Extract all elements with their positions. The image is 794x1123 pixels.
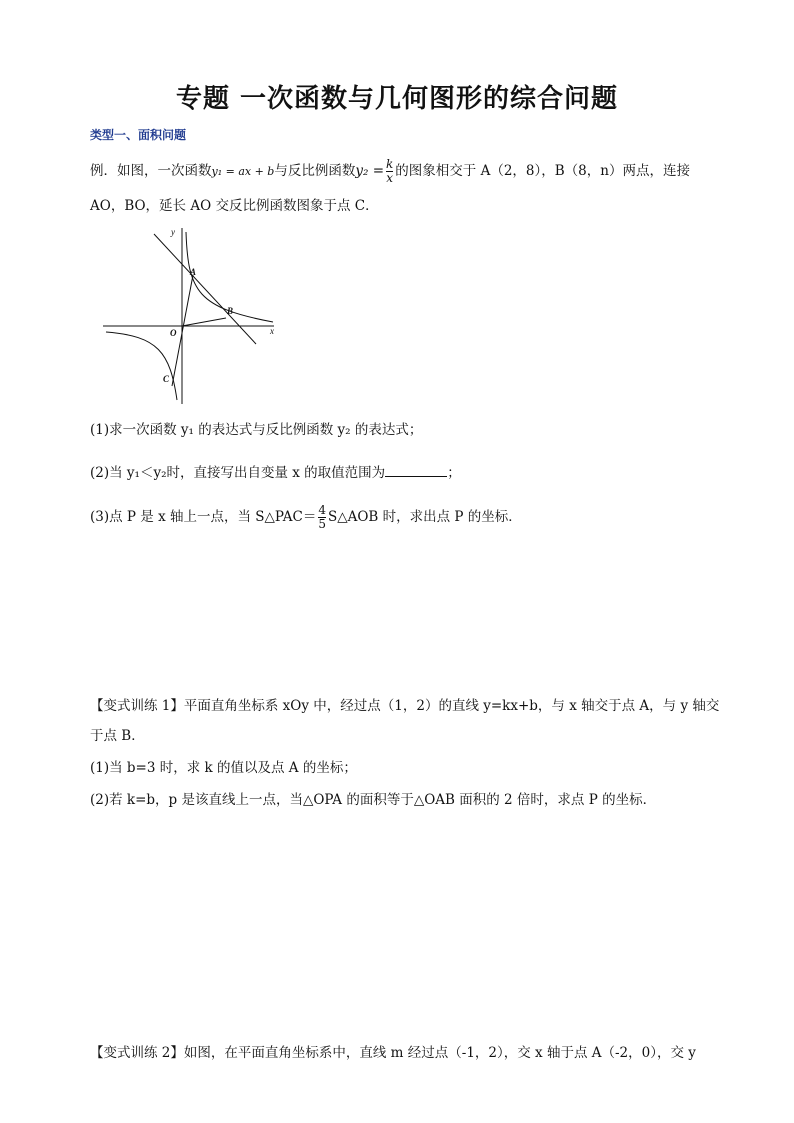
label-b: B — [227, 306, 234, 316]
question-2-end: ； — [447, 465, 461, 481]
example-mid: 与反比例函数 — [274, 163, 356, 179]
variant-2-line-1: 【变式训练 2】如图，在平面直角坐标系中，直线 m 经过点（-1，2），交 x 轴于点 A（-2，0），交 y — [90, 1045, 696, 1061]
example-prefix: 例．如图，一次函数 — [90, 163, 212, 179]
hyperbola-branch-3 — [106, 332, 177, 400]
inverse-fraction — [386, 158, 393, 185]
q3-numerator: 4 — [318, 503, 326, 517]
function-graph — [98, 222, 283, 407]
segment-ob — [182, 318, 226, 326]
question-2 — [90, 462, 461, 483]
question-3 — [90, 504, 522, 531]
q3-fraction — [318, 504, 326, 531]
linear-equation: y₁ = ax + b — [211, 165, 275, 178]
fraction-denominator: x — [386, 171, 394, 185]
variant-1-question-1: (1)当 b=3 时，求 k 的值以及点 A 的坐标； — [90, 760, 357, 776]
fraction-numerator: k — [386, 157, 394, 171]
label-a: A — [190, 267, 197, 277]
section-heading: 类型一、面积问题 — [90, 128, 187, 142]
variant-1-line-1: 【变式训练 1】平面直角坐标系 xOy 中，经过点（1，2）的直线 y=kx+b，与 x 轴交于点 A，与 y 轴交 — [90, 698, 720, 714]
question-3-end: S△AOB 时，求出点 P 的坐标． — [327, 509, 522, 525]
variant-1-line-2: 于点 B． — [90, 728, 145, 744]
q3-denominator: 5 — [318, 517, 326, 531]
label-c: C — [163, 374, 170, 384]
example-line-2: AO，BO，延长 AO 交反比例函数图象于点 C． — [90, 198, 379, 214]
label-o: O — [170, 328, 177, 338]
label-y: y — [171, 227, 175, 237]
page-title: 专题 一次函数与几何图形的综合问题 — [175, 84, 619, 114]
question-2-text: (2)当 y₁＜y₂时，直接写出自变量 x 的取值范围为 — [90, 465, 386, 481]
question-3-text: (3)点 P 是 x 轴上一点，当 S△PAC＝ — [90, 509, 317, 525]
answer-blank — [385, 462, 447, 477]
example-suffix: 的图象相交于 A（2，8），B（8，n）两点，连接 — [395, 163, 690, 179]
question-1: (1)求一次函数 y₁ 的表达式与反比例函数 y₂ 的表达式； — [90, 422, 423, 438]
example-line-1 — [90, 158, 690, 185]
label-x: x — [270, 326, 274, 336]
inverse-eq-left: y₂ = — [355, 163, 385, 179]
variant-1-question-2: (2)若 k=b，p 是该直线上一点，当△OPA 的面积等于△OAB 面积的 2 倍时，求点 P 的坐标． — [90, 792, 657, 808]
